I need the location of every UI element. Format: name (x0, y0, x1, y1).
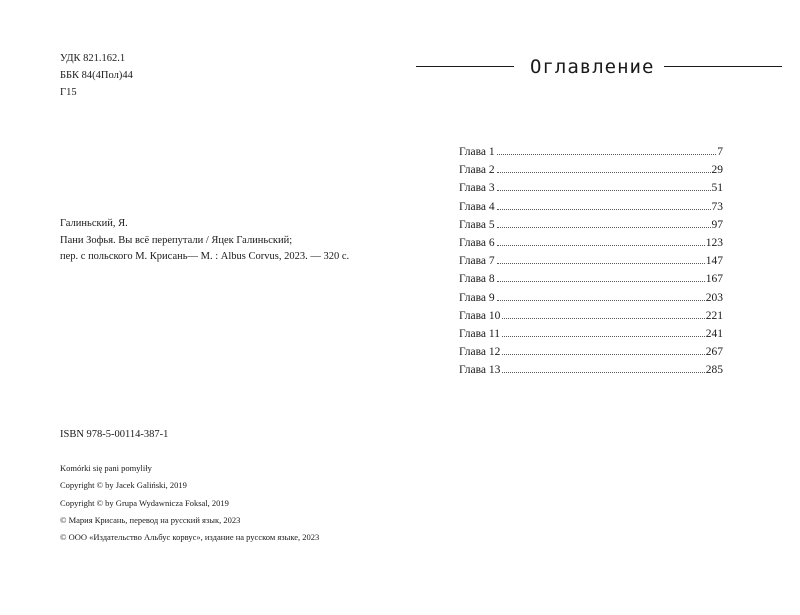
bbk-code: ББК 84(4Пол)44 (60, 70, 133, 81)
copyright-line: Copyright © by Grupa Wydawnicza Foksal, 2019 (60, 497, 229, 508)
toc-leader-dots (497, 300, 705, 301)
toc-entry-page: 147 (705, 255, 723, 268)
toc-leader-dots (502, 318, 704, 319)
classification-codes (60, 50, 133, 101)
toc-header (416, 54, 782, 80)
toc-entry[interactable] (459, 146, 723, 164)
toc-leader-dots (497, 190, 711, 191)
biblio-author: Галиньский, Я. (60, 218, 128, 229)
copyright-line: © Мария Крисань, перевод на русский язык, 2023 (60, 514, 241, 525)
biblio-title: Пани Зофья. Вы всё перепутали / Яцек Галиньский; (60, 234, 293, 246)
isbn: ISBN 978-5-00114-387-1 (60, 429, 169, 440)
toc-entry-page: 51 (711, 182, 723, 195)
toc-entry-label: Глава 10 (459, 309, 501, 322)
toc-entry-page: 73 (711, 200, 723, 213)
toc-entry-page: 123 (705, 236, 723, 249)
toc-entry-label: Глава 12 (459, 346, 501, 359)
toc-entry-label: Глава 2 (459, 164, 495, 177)
biblio-publication: пер. с польского М. Крисань— М. : Albus Corvus, 2023. — 320 с. (60, 251, 350, 262)
toc-entry[interactable] (459, 273, 723, 291)
toc-entry-label: Глава 13 (459, 364, 501, 377)
bibliographic-record (60, 216, 349, 266)
toc-entry[interactable] (459, 164, 723, 182)
udk-code: УДК 821.162.1 (60, 53, 126, 64)
toc-entry-page: 167 (705, 273, 723, 286)
toc-leader-dots (497, 281, 705, 282)
toc-entry[interactable] (459, 182, 723, 200)
toc-entry[interactable] (459, 346, 723, 364)
toc-entry-label: Глава 11 (459, 327, 500, 340)
toc-leader-dots (497, 154, 717, 155)
toc-list (459, 146, 723, 382)
toc-title: Оглавление (530, 56, 655, 78)
copyright-line: Copyright © by Jacek Galiński, 2019 (60, 480, 187, 491)
toc-entry-page: 285 (705, 364, 723, 377)
toc-entry[interactable] (459, 219, 723, 237)
toc-entry-label: Глава 5 (459, 218, 495, 231)
toc-entry-page: 7 (717, 146, 723, 158)
toc-entry-label: Глава 8 (459, 273, 495, 286)
right-page (400, 0, 800, 615)
toc-entry-label: Глава 7 (459, 255, 495, 268)
toc-entry-page: 221 (705, 309, 723, 322)
toc-leader-dots (502, 372, 704, 373)
toc-entry[interactable] (459, 328, 723, 346)
toc-leader-dots (497, 263, 705, 264)
toc-leader-dots (497, 172, 711, 173)
toc-entry[interactable] (459, 310, 723, 328)
toc-rule-left (416, 66, 514, 67)
toc-rule-right (664, 66, 782, 67)
toc-entry-page: 241 (705, 327, 723, 340)
toc-entry[interactable] (459, 237, 723, 255)
toc-entry[interactable] (459, 292, 723, 310)
toc-leader-dots (497, 209, 711, 210)
toc-entry-label: Глава 4 (459, 200, 495, 213)
toc-entry[interactable] (459, 255, 723, 273)
toc-entry-label: Глава 3 (459, 182, 495, 195)
toc-entry-page: 203 (705, 291, 723, 304)
toc-entry-label: Глава 6 (459, 236, 495, 249)
toc-entry-label: Глава 1 (459, 146, 495, 158)
toc-entry[interactable] (459, 364, 723, 382)
toc-entry[interactable] (459, 201, 723, 219)
toc-entry-label: Глава 9 (459, 291, 495, 304)
copyright-line: © ООО «Издательство Альбус корвус», издание на русском языке, 2023 (60, 532, 320, 543)
toc-entry-page: 267 (705, 346, 723, 359)
toc-leader-dots (502, 336, 705, 337)
toc-leader-dots (502, 354, 704, 355)
copyright-block (60, 460, 319, 546)
toc-entry-page: 29 (711, 164, 723, 177)
toc-entry-page: 97 (711, 218, 723, 231)
author-mark: Г15 (60, 87, 77, 98)
toc-leader-dots (497, 245, 705, 246)
copyright-line: Komórki się pani pomyliły (60, 463, 152, 473)
toc-leader-dots (497, 227, 711, 228)
